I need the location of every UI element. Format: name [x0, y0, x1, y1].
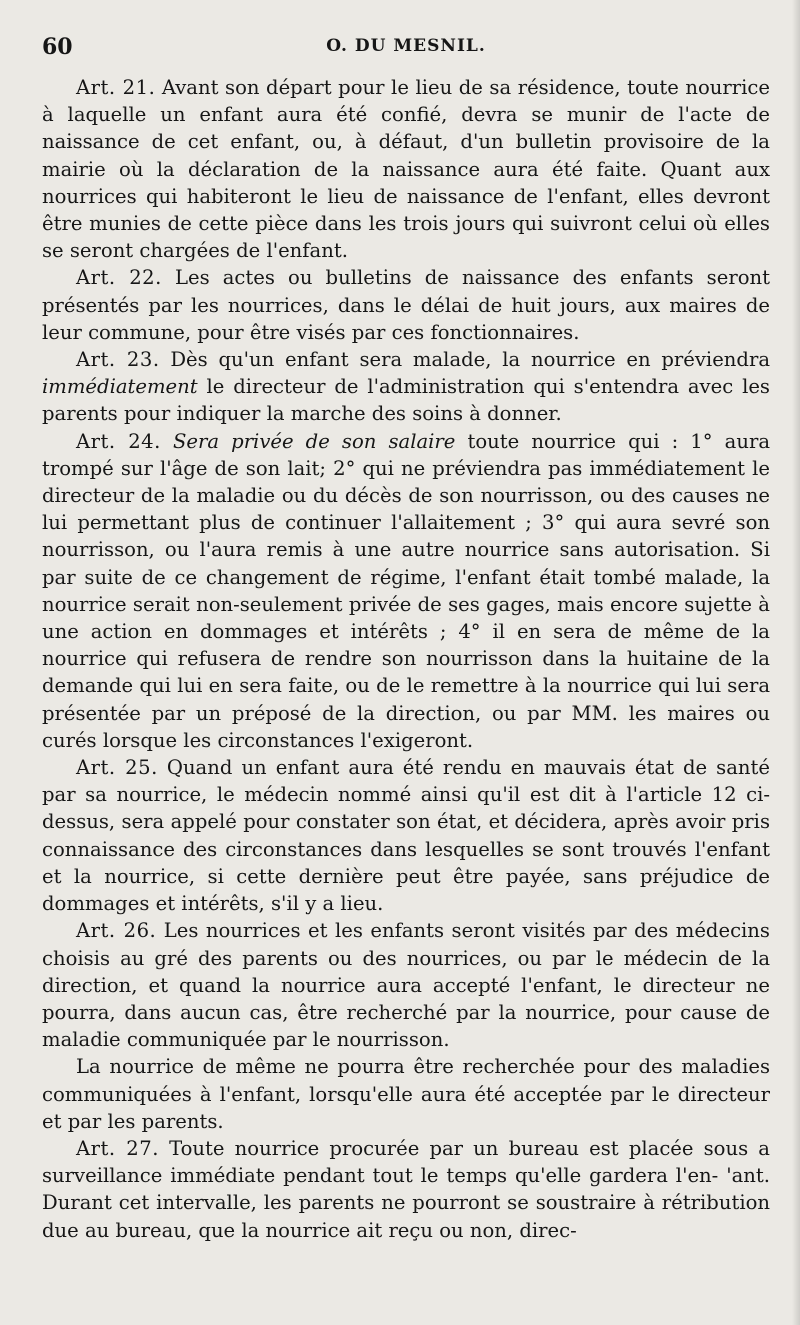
article-27 — [42, 1135, 770, 1244]
page-number: 60 — [42, 34, 73, 60]
running-head: O. DU MESNIL. — [326, 36, 486, 56]
article-23 — [42, 346, 770, 428]
article-26 — [42, 917, 770, 1053]
article-text: toute nourrice qui : 1° aura trompé sur l'âge de son lait; 2° qui ne préviendra pas immédiatement le directeur de la maladie ou du décès de son nourrisson, ou des causes ne lui permettant plus de continuer l'allaitement ; 3° qui aura sevré son nourrisson, ou l'aura remis à une autre nourrice sans autorisation. Si par suite de ce changement de régime, l'enfant était tombé malade, la nourrice serait non-seulement privée de ses gages, mais encore sujette à une action en dommages et intérêts ; 4° il en sera de même de la nourrice qui refusera de rendre son nourrisson dans la huitaine de la demande qui lui en sera faite, ou de le remettre à la nourrice qui lui sera présentée par un préposé de la direction, ou par MM. les maires ou curés lorsque les circonstances l'exigeront. — [42, 429, 770, 752]
article-text: Toute nourrice procurée par un bureau est placée sous a surveillance immédiate pendant tout le temps qu'elle gardera l'en- 'ant. Durant cet intervalle, les parents ne pourront se soustraire à rétribution due au bureau, que la nourrice ait reçu ou non, direc- — [42, 1136, 770, 1242]
article-26-continuation — [42, 1053, 770, 1135]
article-text: Quand un enfant aura été rendu en mauvais état de santé par sa nourrice, le médecin nommé ainsi qu'il est dit à l'article 12 ci-dessus, sera appelé pour constater son état, et décidera, après avoir pris connaissance des circonstances dans lesquelles se sont trouvés l'enfant et la nourrice, si cette dernière peut être payée, sans préjudice de dommages et intérêts, s'il y a lieu. — [42, 756, 770, 916]
article-label: Art. 24. — [76, 429, 161, 453]
article-text: Les nourrices et les enfants seront visités par des médecins choisis au gré des parents ou des nourrices, ou par le médecin de la direction, et quand la nourrice aura accepté l'enfant, le directeur ne pourra, dans aucun cas, être recherché par la nourrice, pour cause de maladie communiquée par le nourrisson. — [42, 919, 770, 1052]
article-22 — [42, 264, 770, 346]
article-text: Avant son départ pour le lieu de sa résidence, toute nourrice à laquelle un enfant aura été confié, devra se munir de l'acte de naissance de cet enfant, ou, à défaut, d'un bulletin provisoire de la mairie où la déclaration de la naissance aura été faite. Quant aux nourrices qui habiteront le lieu de naissance de l'enfant, elles devront être munies de cette pièce dans les trois jours qui suivront celui où elles se seront chargées de l'enfant. — [42, 76, 770, 263]
article-21 — [42, 74, 770, 264]
page-edge-shadow — [792, 0, 800, 1325]
article-label: Art. 23. — [76, 348, 160, 372]
article-24 — [42, 428, 770, 754]
article-label: Art. 22. — [76, 266, 162, 290]
article-text: La nourrice de même ne pourra être recherchée pour des maladies communiquées à l'enfant, lorsqu'elle aura été acceptée par le directeur et par les parents. — [42, 1055, 770, 1133]
article-25 — [42, 754, 770, 917]
article-label: Art. 25. — [76, 756, 158, 780]
article-text: Dès qu'un enfant sera malade, la nourrice en préviendra — [170, 348, 770, 372]
article-text: Les actes ou bulletins de naissance des enfants seront présentés par les nourrices, dans le délai de huit jours, aux maires de leur commune, pour être visés par ces fonctionnaires. — [42, 266, 770, 344]
article-label: Art. 21. — [76, 76, 156, 99]
article-label: Art. 27. — [76, 1136, 159, 1160]
article-label: Art. 26. — [76, 919, 157, 943]
page-header — [42, 0, 770, 74]
article-text: le directeur de l'administration qui s'entendra avec les parents pour indiquer la marche des soins à donner. — [42, 375, 770, 426]
article-emphasis: Sera privée de son salaire — [172, 429, 456, 453]
article-emphasis: immédiatement — [42, 375, 198, 399]
page-body — [42, 74, 770, 1244]
